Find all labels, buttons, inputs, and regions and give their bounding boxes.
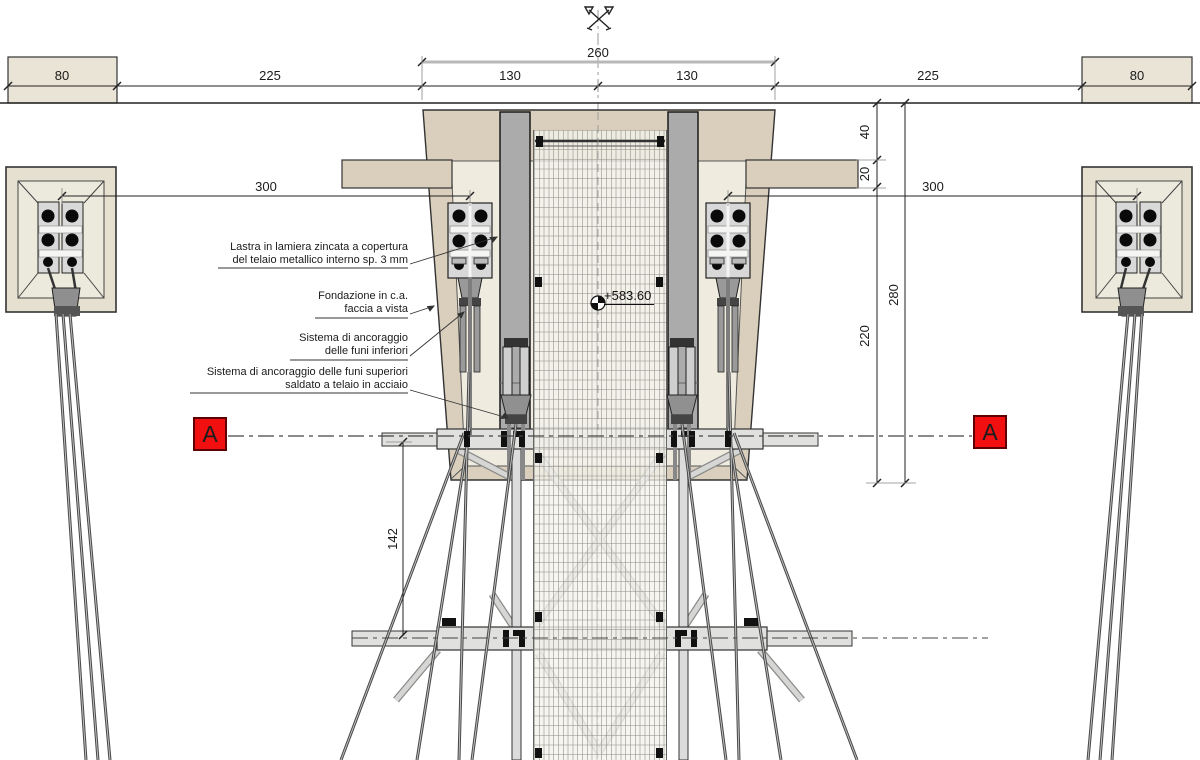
lower-anchor-right (667, 338, 697, 480)
annotation-line: del telaio metallico interno sp. 3 mm (232, 254, 408, 266)
annotation-line: delle funi inferiori (324, 345, 408, 357)
upper-anchor-plate-left (448, 203, 492, 435)
annotation-ancoraggio-funi-superiori (207, 366, 408, 392)
lower-anchor-left (501, 338, 531, 480)
upper-anchor-plate-right (706, 203, 750, 435)
dim-280-label: 280 (886, 284, 901, 306)
dim-225-right-label: 225 (917, 68, 939, 83)
dim-142-label: 142 (385, 528, 400, 550)
dimension-lines (4, 56, 1196, 639)
dim-80-right-label: 80 (1129, 68, 1145, 83)
beam-clamp-marks (442, 431, 758, 647)
dim-40-label: 40 (857, 124, 872, 140)
dim-220-label: 220 (857, 325, 872, 347)
dim-80-left-label: 80 (54, 68, 70, 83)
annotation-line: saldato a telaio in acciaio (285, 379, 408, 391)
annotation-line: Lastra in lamiera zincata a copertura (230, 241, 408, 253)
section-marker-a-left: A (193, 417, 227, 451)
dim-130-left-label: 130 (499, 68, 521, 83)
mesh-top-frame (535, 136, 665, 147)
level-marker-value: +583.60 (604, 288, 654, 305)
annotation-fondazione (318, 290, 408, 316)
annotation-line: Fondazione in c.a. (318, 290, 408, 302)
annotation-ancoraggio-funi-inferiori (299, 332, 408, 358)
dim-20-label: 20 (857, 166, 872, 182)
dim-300-right-label: 300 (922, 179, 944, 194)
crossed-axes-icon (585, 7, 613, 30)
mesh-edge-clamps (513, 277, 687, 758)
annotation-line: Sistema di ancoraggio (299, 332, 408, 344)
dim-300-left-label: 300 (255, 179, 277, 194)
annotation-lastra-lamiera (230, 241, 408, 267)
dim-225-left-label: 225 (259, 68, 281, 83)
dim-130-right-label: 130 (676, 68, 698, 83)
annotation-line: faccia a vista (344, 303, 408, 315)
dim-260-label: 260 (587, 45, 609, 60)
outer-anchor-left (6, 167, 116, 316)
annotation-line: Sistema di ancoraggio delle funi superiori (206, 366, 408, 378)
section-marker-a-right: A (973, 415, 1007, 449)
level-marker-symbol (591, 296, 605, 310)
